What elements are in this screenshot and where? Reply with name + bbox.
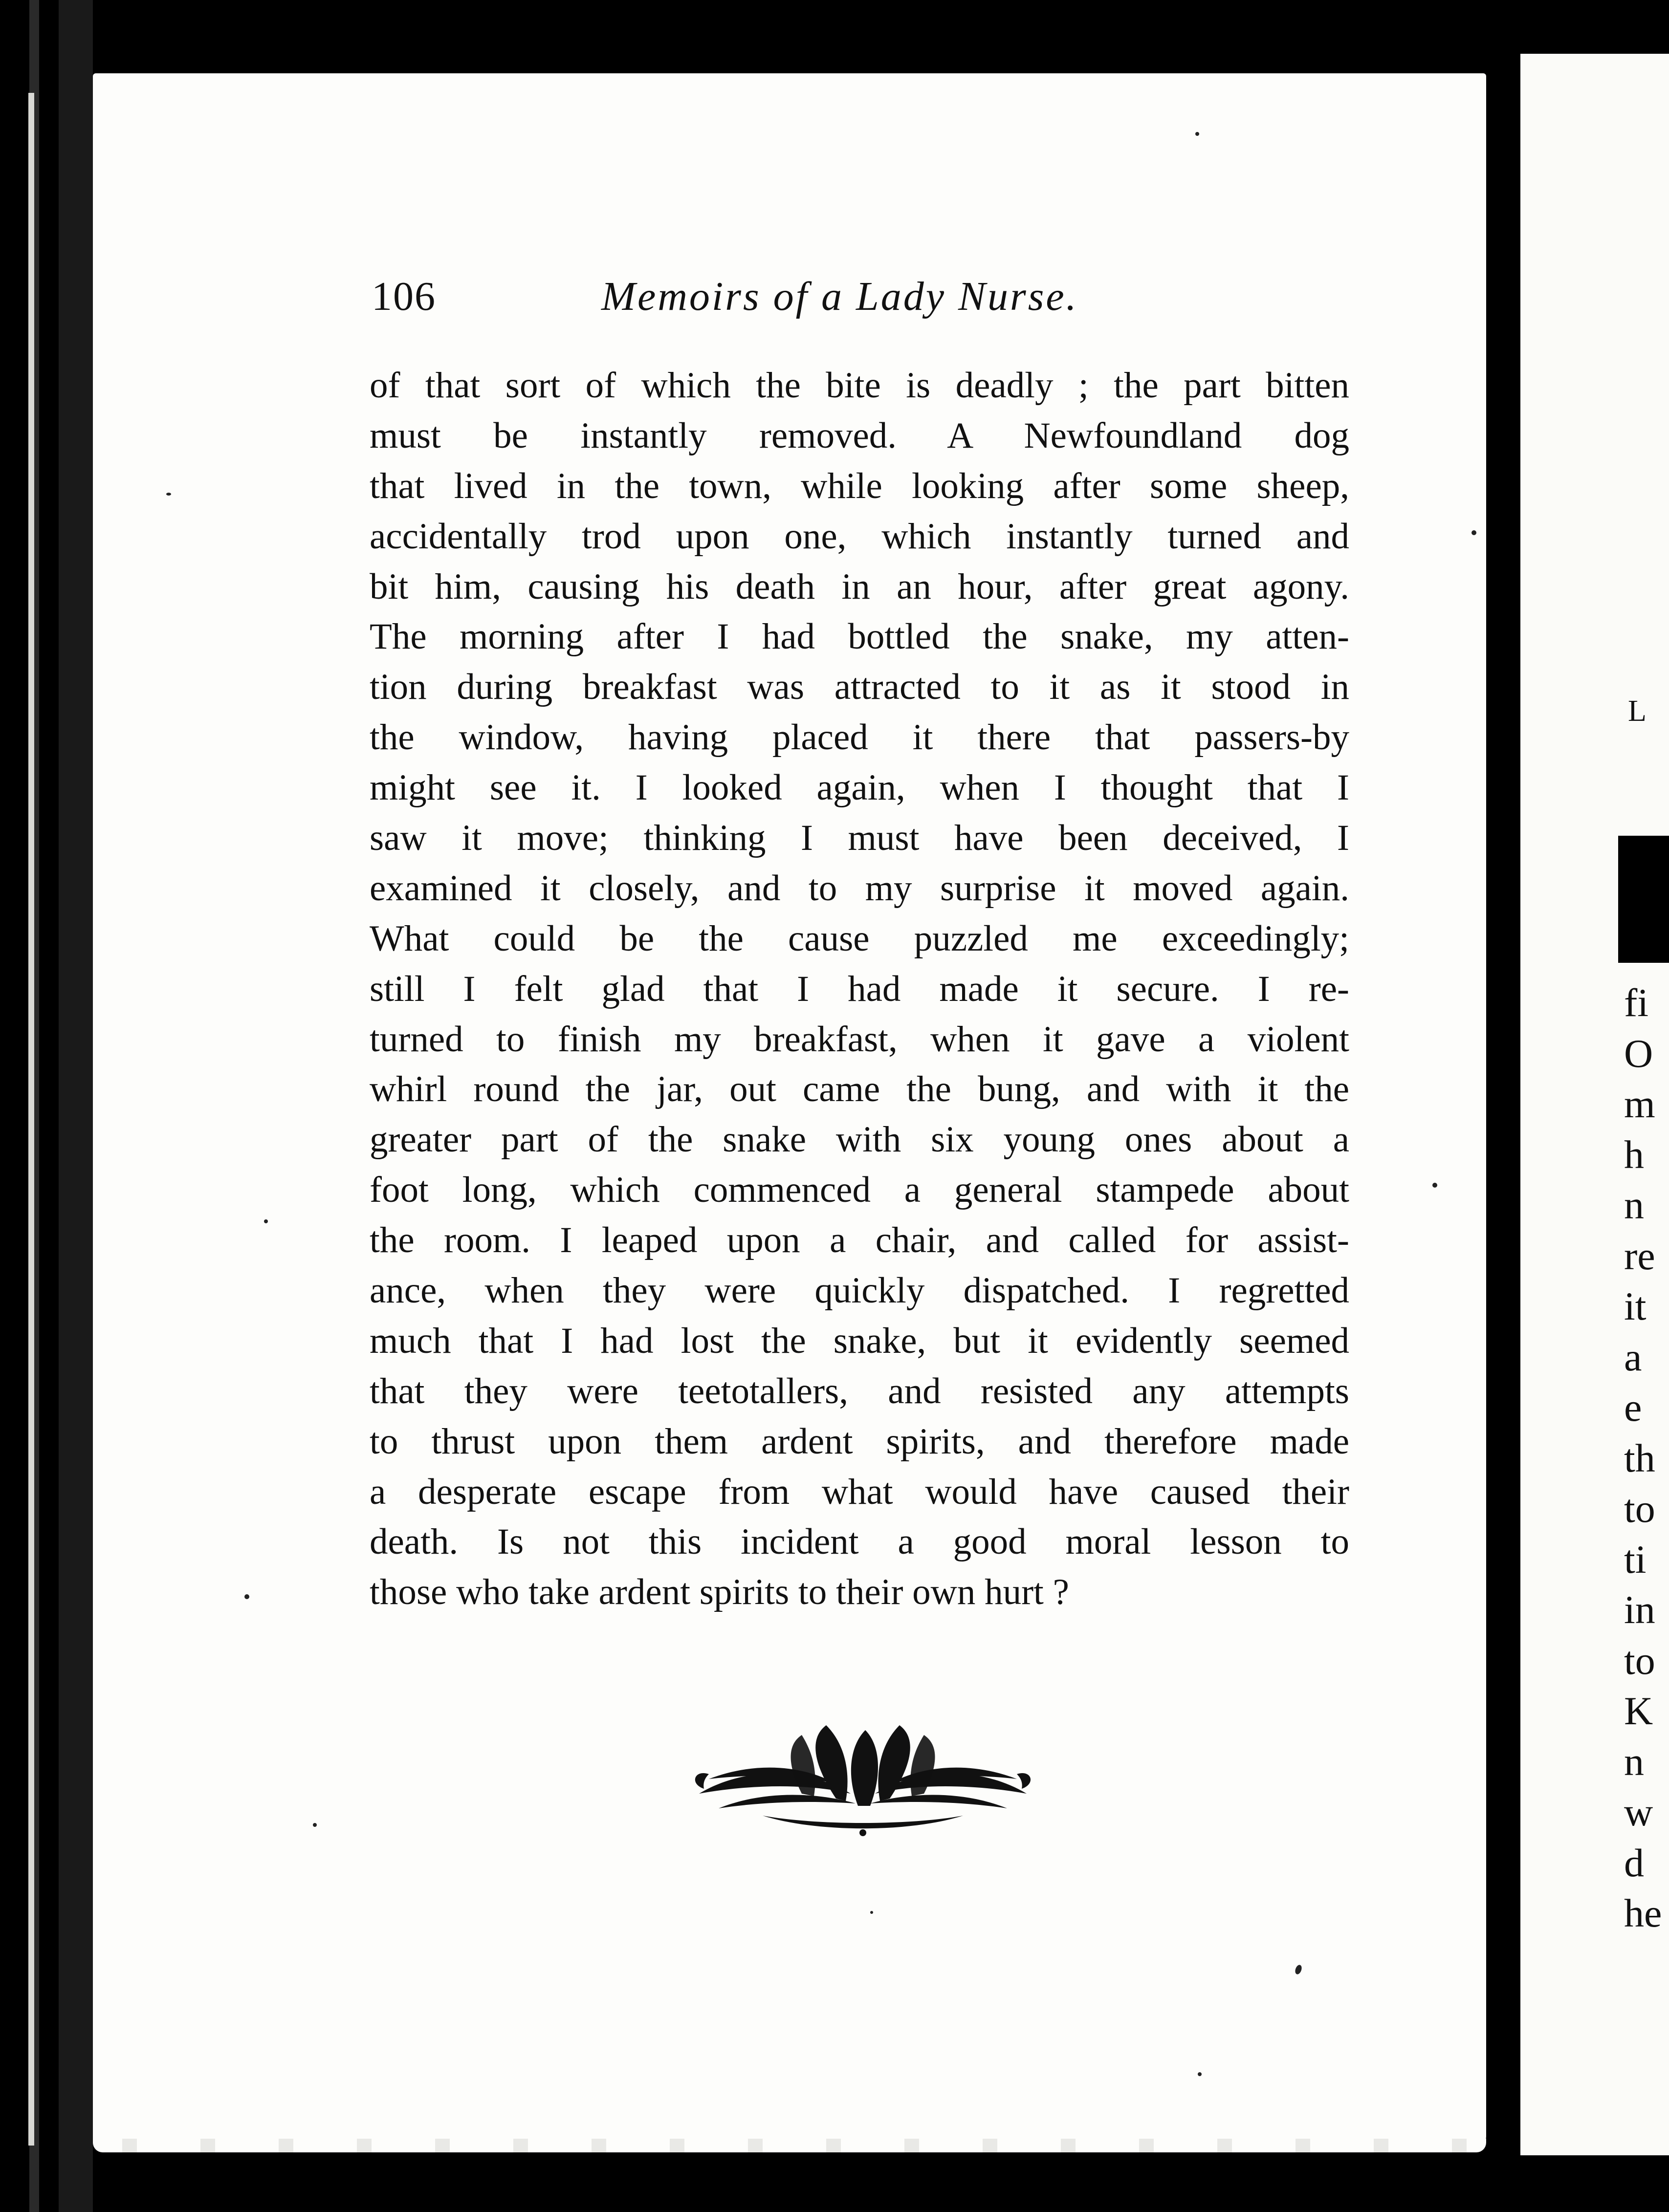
facing-page-line-start: to [1624,1638,1655,1683]
body-paragraph [370,361,1349,1618]
running-title: Memoirs of a Lady Nurse. [601,274,1078,319]
text-line: The morning after I had bottled the snake, my atten- [370,616,1349,657]
facing-page-line-starts [1624,977,1669,1939]
text-line: tion during breakfast was attracted to it as it stood in [370,667,1349,708]
facing-page-line-start: ti [1624,1537,1647,1582]
text-line: foot long, which commenced a general stampede about [370,1170,1349,1211]
page-number: 106 [372,274,436,319]
facing-page-line-start: it [1624,1284,1647,1328]
facing-page-line-start: to [1624,1486,1655,1531]
scan-speck [870,1911,873,1914]
text-line: that they were teetotallers, and resisted any attempts [370,1370,1349,1411]
text-line: ance, when they were quickly dispatched. I regretted [370,1270,1349,1311]
scan-speck [166,493,171,496]
facing-page-line-start: O [1624,1031,1653,1076]
text-line: greater part of the snake with six young ones about a [370,1119,1349,1160]
scan-speck [1195,132,1199,136]
text-line: much that I had lost the snake, but it evidently seemed [370,1320,1349,1361]
text-line: those who take ardent spirits to their own hurt ? [370,1572,1069,1613]
text-line: to thrust upon them ardent spirits, and therefore made [370,1421,1349,1462]
scan-speck [313,1823,317,1827]
scan-speck [1471,530,1476,535]
facing-page-line-start: n [1624,1183,1644,1227]
scan-speck [264,1219,268,1223]
text-line: turned to finish my breakfast, when it gave a violent [370,1019,1349,1060]
facing-page-line-start: d [1624,1840,1644,1885]
binding-page-edge [28,93,34,2146]
facing-page-dark-block [1618,836,1669,963]
text-line: still I felt glad that I had made it secure. I re- [370,968,1349,1009]
facing-page-line-start: a [1624,1334,1642,1379]
facing-page-line-start: m [1624,1082,1655,1126]
book-binding-edge [0,0,93,2212]
text-line: What could be the cause puzzled me exceedingly; [370,918,1349,959]
text-line: accidentally trod upon one, which instantly turned and [370,516,1349,557]
scan-speck [244,1594,249,1599]
scan-speck [1432,1183,1437,1188]
facing-page-line-start: w [1624,1790,1653,1834]
floral-ornament-icon [689,1711,1036,1838]
facing-page-line-start: e [1624,1385,1642,1430]
facing-page-letter: L [1628,694,1647,728]
facing-page-line-start: re [1624,1233,1655,1278]
text-line: of that sort of which the bite is deadly ; the part bitten [370,365,1349,406]
text-line: must be instantly removed. A Newfoundland dog [370,415,1349,456]
text-line: death. Is not this incident a good moral lesson to [370,1521,1349,1562]
facing-page-line-start: th [1624,1435,1655,1480]
text-line: a desperate escape from what would have caused their [370,1471,1349,1512]
text-line: the room. I leaped upon a chair, and called for assist- [370,1220,1349,1261]
scan-speck [1198,2072,1202,2076]
facing-page-line-start: fi [1624,980,1649,1025]
facing-page-line-start: in [1624,1587,1655,1632]
running-head [372,270,1349,324]
text-line: the window, having placed it there that passers-by [370,717,1349,758]
facing-page-line-start: he [1624,1891,1662,1935]
text-line: whirl round the jar, out came the bung, and with it the [370,1069,1349,1110]
facing-page-line-start: h [1624,1132,1644,1177]
text-line: might see it. I looked again, when I thought that I [370,767,1349,808]
text-line: saw it move; thinking I must have been deceived, I [370,818,1349,859]
facing-page-line-start: K [1624,1689,1653,1733]
text-line: bit him, causing his death in an hour, after great agony. [370,566,1349,607]
text-line: that lived in the town, while looking after some sheep, [370,465,1349,506]
text-line: examined it closely, and to my surprise it moved again. [370,867,1349,909]
facing-page-line-start: n [1624,1739,1644,1784]
